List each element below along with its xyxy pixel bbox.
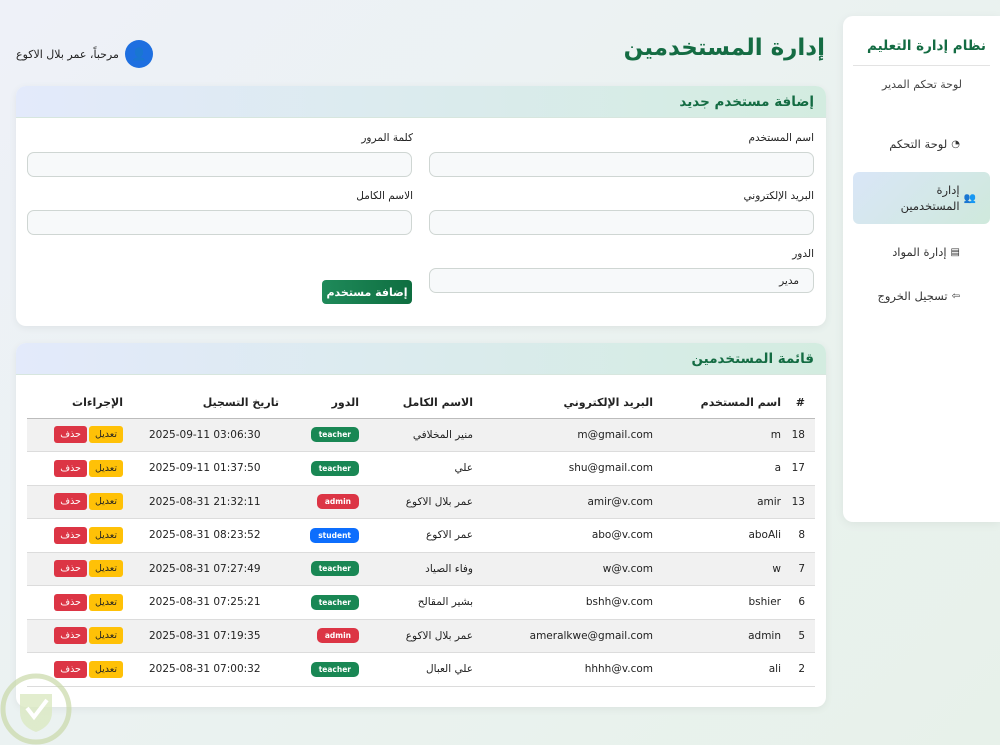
row-username: aboAli	[659, 519, 789, 553]
row-id: 18	[789, 418, 815, 452]
delete-button[interactable]: حذف	[54, 527, 87, 544]
row-username: amir	[659, 485, 789, 519]
row-date: 2025-08-31 07:19:35	[135, 619, 293, 653]
add-user-card-title: إضافة مستخدم جديد	[16, 86, 826, 118]
table-header-row	[27, 388, 815, 418]
row-date: 2025-08-31 08:23:52	[135, 519, 293, 553]
row-email: bshh@v.com	[481, 586, 659, 620]
users-table	[27, 388, 815, 687]
row-id: 13	[789, 485, 815, 519]
col-role: الدور	[293, 388, 371, 418]
email-label: البريد الإلكتروني	[743, 190, 814, 202]
table-row	[27, 485, 815, 519]
sidebar-item-dashboard[interactable]	[853, 122, 990, 166]
sidebar-item-logout[interactable]	[853, 274, 990, 318]
row-email: w@v.com	[481, 552, 659, 586]
welcome-text: مرحباً، عمر بلال الاكوع	[16, 47, 119, 61]
delete-button[interactable]: حذف	[54, 627, 87, 644]
row-date: 2025-08-31 07:00:32	[135, 653, 293, 687]
delete-button[interactable]: حذف	[54, 594, 87, 611]
row-fullname: عمر بلال الاكوع	[371, 485, 481, 519]
edit-button[interactable]: تعديل	[89, 493, 123, 510]
row-username: m	[659, 418, 789, 452]
row-date: 2025-08-31 21:32:11	[135, 485, 293, 519]
row-fullname: منير المخلافي	[371, 418, 481, 452]
sidebar-item-subjects[interactable]	[853, 230, 990, 274]
sidebar-item-label: إدارة المواد	[892, 245, 947, 259]
role-badge: student	[310, 528, 359, 543]
row-id: 8	[789, 519, 815, 553]
row-email: amir@v.com	[481, 485, 659, 519]
col-number: #	[789, 388, 815, 418]
role-badge: teacher	[311, 461, 359, 476]
table-row	[27, 552, 815, 586]
users-list-title: قائمة المستخدمين	[16, 343, 826, 375]
role-badge: admin	[317, 494, 359, 509]
delete-button[interactable]: حذف	[54, 493, 87, 510]
delete-button[interactable]: حذف	[54, 560, 87, 577]
user-icon: 👤	[131, 47, 147, 61]
sidebar-title: نظام إدارة التعليم	[853, 16, 990, 66]
role-badge: teacher	[311, 595, 359, 610]
table-row	[27, 653, 815, 687]
row-fullname: عمر الاكوع	[371, 519, 481, 553]
row-id: 7	[789, 552, 815, 586]
row-fullname: عمر بلال الاكوع	[371, 619, 481, 653]
row-username: w	[659, 552, 789, 586]
row-id: 6	[789, 586, 815, 620]
col-username: اسم المستخدم	[659, 388, 789, 418]
table-row	[27, 519, 815, 553]
email-input[interactable]	[429, 210, 814, 235]
role-badge: teacher	[311, 561, 359, 576]
row-fullname: علي العبال	[371, 653, 481, 687]
row-id: 2	[789, 653, 815, 687]
sidebar-item-label: لوحة التحكم	[889, 137, 948, 151]
row-username: admin	[659, 619, 789, 653]
row-email: m@gmail.com	[481, 418, 659, 452]
row-id: 17	[789, 452, 815, 486]
row-username: ali	[659, 653, 789, 687]
row-email: hhhh@v.com	[481, 653, 659, 687]
edit-button[interactable]: تعديل	[89, 627, 123, 644]
users-icon: 👥	[963, 192, 976, 204]
edit-button[interactable]: تعديل	[89, 594, 123, 611]
row-username: a	[659, 452, 789, 486]
role-select[interactable]	[429, 268, 814, 293]
role-badge: admin	[317, 628, 359, 643]
row-date: 2025-09-11 01:37:50	[135, 452, 293, 486]
sidebar-item-users[interactable]	[853, 172, 990, 224]
fullname-input[interactable]	[27, 210, 412, 235]
sidebar-item-label: إدارة المستخدمين	[900, 183, 960, 213]
table-row	[27, 452, 815, 486]
row-fullname: علي	[371, 452, 481, 486]
edit-button[interactable]: تعديل	[89, 661, 123, 678]
role-label: الدور	[792, 248, 814, 260]
add-user-card	[16, 86, 826, 326]
table-row	[27, 619, 815, 653]
delete-button[interactable]: حذف	[54, 426, 87, 443]
row-username: bshier	[659, 586, 789, 620]
avatar[interactable]	[125, 40, 153, 68]
fullname-label: الاسم الكامل	[356, 190, 413, 202]
role-badge: teacher	[311, 427, 359, 442]
row-fullname: بشير المقالح	[371, 586, 481, 620]
edit-button[interactable]: تعديل	[89, 426, 123, 443]
book-icon: ▤	[950, 246, 960, 258]
col-date: تاريخ التسجيل	[135, 388, 293, 418]
col-actions: الإجراءات	[27, 388, 135, 418]
table-row	[27, 418, 815, 452]
sidebar-subtitle: لوحة تحكم المدير	[882, 78, 962, 91]
row-date: 2025-08-31 07:25:21	[135, 586, 293, 620]
row-email: shu@gmail.com	[481, 452, 659, 486]
table-row	[27, 586, 815, 620]
row-email: abo@v.com	[481, 519, 659, 553]
delete-button[interactable]: حذف	[54, 661, 87, 678]
row-email: ameralkwe@gmail.com	[481, 619, 659, 653]
col-email: البريد الإلكتروني	[481, 388, 659, 418]
users-list-card	[16, 343, 826, 707]
password-input[interactable]	[27, 152, 412, 177]
row-date: 2025-09-11 03:06:30	[135, 418, 293, 452]
role-badge: teacher	[311, 662, 359, 677]
sidebar-item-label: تسجيل الخروج	[877, 289, 948, 303]
user-welcome	[16, 40, 153, 68]
row-id: 5	[789, 619, 815, 653]
edit-button[interactable]: تعديل	[89, 460, 123, 477]
password-label: كلمة المرور	[361, 132, 413, 144]
delete-button[interactable]: حذف	[54, 460, 87, 477]
add-user-button[interactable]: إضافة مستخدم	[322, 280, 412, 304]
username-label: اسم المستخدم	[748, 132, 814, 144]
col-fullname: الاسم الكامل	[371, 388, 481, 418]
dashboard-icon: ◔	[951, 138, 960, 150]
sidebar	[843, 16, 1000, 522]
logout-icon: ⇦	[951, 290, 960, 302]
row-fullname: وفاء الصياد	[371, 552, 481, 586]
username-input[interactable]	[429, 152, 814, 177]
edit-button[interactable]: تعديل	[89, 560, 123, 577]
edit-button[interactable]: تعديل	[89, 527, 123, 544]
page-title: إدارة المستخدمين	[623, 35, 825, 61]
role-select-value: مدير	[779, 274, 799, 287]
row-date: 2025-08-31 07:27:49	[135, 552, 293, 586]
watermark-logo	[0, 672, 74, 745]
